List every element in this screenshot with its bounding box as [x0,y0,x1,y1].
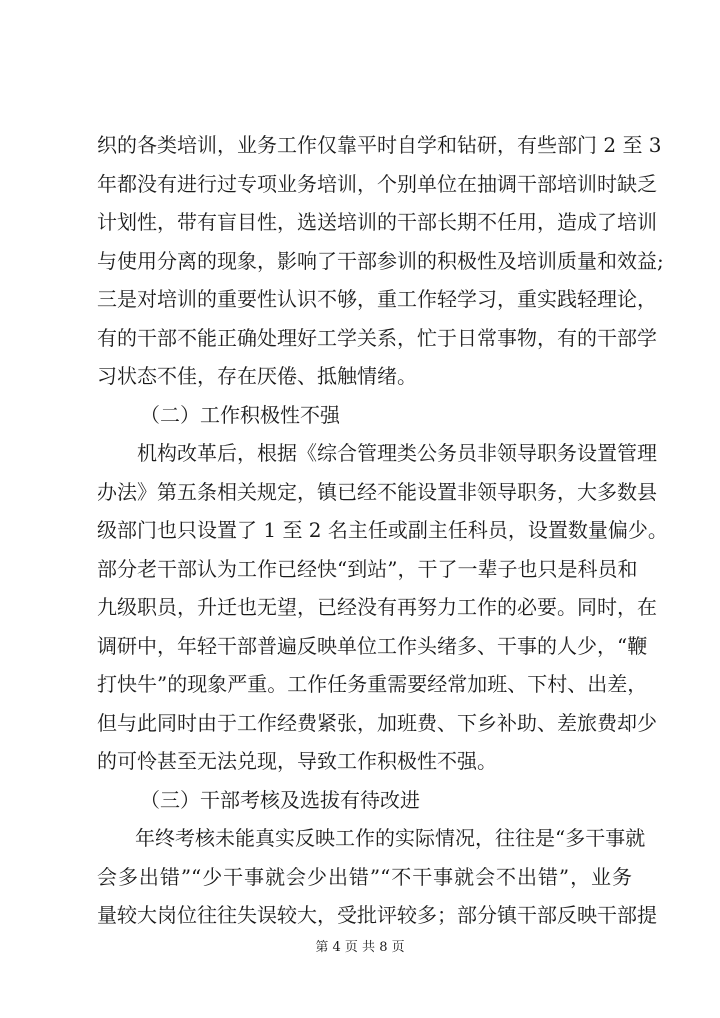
text-line: 打快牛”的现象严重。工作任务重需要经常加班、下村、出差， [97,672,648,696]
text-line: 年终考核未能真实反映工作的实际情况，往往是“多干事就 [135,826,646,850]
text-line: 会多出错”“少干事就会少出错”“不干事就会不出错”，业务 [97,864,632,889]
text-line: 织的各类培训，业务工作仅靠平时自学和钻研，有些部门 2 至 3 [97,133,662,157]
text-line: 与使用分离的现象，影响了干部参训的积极性及培训质量和效益; [97,248,664,273]
text-line: 办法》第五条相关规定，镇已经不能设置非领导职务，大多数县 [97,479,657,504]
text-line: 计划性，带有盲目性，选送培训的干部长期不任用，造成了培训 [97,210,657,234]
text-line: 级部门也只设置了 1 至 2 名主任或副主任科员，设置数量偏少。 [97,518,668,542]
text-line: 有的干部不能正确处理好工学关系，忙于日常事物，有的干部学 [97,325,657,350]
text-line: 机构改革后，根据《综合管理类公务员非领导职务设置管理 [137,441,657,465]
text-line: 调研中，年轻干部普遍反映单位工作头绪多、干事的人少，“鞭 [97,633,648,658]
text-line: 年都没有进行过专项业务培训，个别单位在抽调干部培训时缺乏 [97,171,657,196]
text-line: 部分老干部认为工作已经快“到站”，干了一辈子也只是科员和 [97,556,638,581]
text-line: 三是对培训的重要性认识不够，重工作轻学习，重实践轻理论， [97,287,657,311]
text-line: 但与此同时由于工作经费紧张，加班费、下乡补助、差旅费却少 [97,710,657,735]
section-heading: （二）工作积极性不强 [140,402,340,427]
text-line: 九级职员，升迁也无望，已经没有再努力工作的必要。同时，在 [97,595,657,619]
text-line: 量较大岗位往往失误较大，受批评较多；部分镇干部反映干部提 [97,903,657,927]
section-heading: （三）干部考核及选拔有待改进 [140,787,420,812]
text-line: 的可怜甚至无法兑现，导致工作积极性不强。 [97,749,497,773]
page-footer: 第 4 页 共 8 页 [315,940,405,955]
text-line: 习状态不佳，存在厌倦、抵触情绪。 [97,364,417,388]
